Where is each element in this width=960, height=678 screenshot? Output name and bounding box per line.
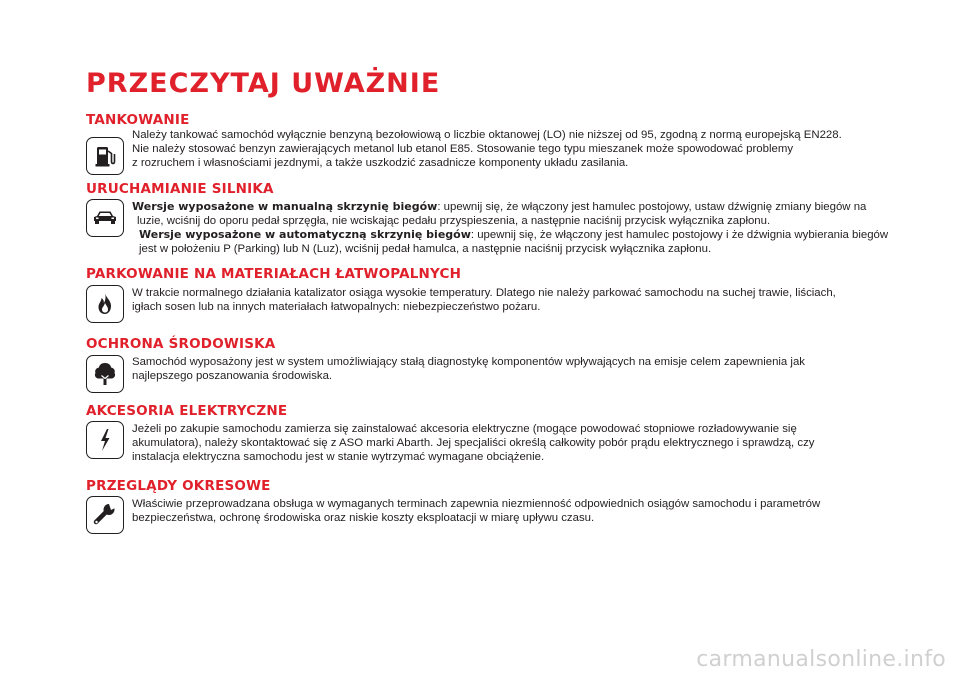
section-text-periodic-maintenance [132,497,892,525]
text-line: Właściwie przeprowadzana obsługa w wymaganych terminach zapewnia niezmienność odpowiednich osiągów samochodu i parametrów [132,498,821,510]
section-refueling [86,112,886,169]
page-title: PRZECZYTAJ UWAŻNIE [86,68,441,99]
section-parking-flammable [86,266,886,313]
text-line: z rozruchem i własnościami jezdnymi, a także uszkodzić zasadnicze komponenty układu zasilania. [132,157,629,169]
auto-gearbox-line [132,228,892,242]
section-text-parking-flammable [132,286,892,314]
text-line: najlepszego poszanowania środowiska. [132,370,333,382]
text-line: luzie, wciśnij do oporu pedał sprzęgła, nie wciskając pedału przyspieszenia, a następnie naciśnij przycisk wyłącznika zapłonu. [137,215,771,227]
text-line: akumulatora), należy skontaktować się z ASO marki Abarth. Jej specjaliści określą całkowity pobór prądu elektrycznego i sprawdzą, czy [132,437,815,449]
car-icon [86,199,124,237]
manual-gearbox-text: : upewnij się, że włączony jest hamulec postojowy, ustaw dźwignię zmiany biegów na [437,201,867,213]
lightning-icon [86,421,124,459]
auto-gearbox-label: Wersje wyposażone w automatyczną skrzynię biegów [139,228,471,241]
text-line: jest w położeniu P (Parking) lub N (Luz), wciśnij pedał hamulca, a następnie naciśnij przycisk wyłącznika zapłonu. [139,243,712,255]
text-line: Samochód wyposażony jest w system umożliwiający stałą diagnostykę komponentów wpływających na emisje celem zapewnienia jak [132,356,805,368]
text-line: instalacja elektryczna samochodu jest w stanie wytrzymać wymagane obciążenie. [132,451,545,463]
section-title-parking-flammable: PARKOWANIE NA MATERIAŁACH ŁATWOPALNYCH [86,266,462,282]
section-title-environment: OCHRONA ŚRODOWISKA [86,336,276,352]
text-line: Należy tankować samochód wyłącznie benzyną bezołowiową o liczbie oktanowej (LO) nie niższej od 95, zgodną z normą europejską EN228. [132,129,842,141]
section-text-refueling [132,128,892,170]
text-line: igłach sosen lub na innych materiałach łatwopalnych: niebezpieczeństwo pożaru. [132,301,541,313]
auto-gearbox-text: : upewnij się, że włączony jest hamulec postojowy i że dźwignia wybierania biegów [470,229,889,241]
text-line: Nie należy stosować benzyn zawierających metanol lub etanol E85. Stosowanie tego typu mieszanek może spowodować problemy [132,143,794,155]
tree-icon [86,355,124,393]
text-line: bezpieczeństwa, ochronę środowiska oraz niskie koszty eksploatacji w miarę upływu czasu. [132,512,595,524]
text-line: W trakcie normalnego działania katalizator osiąga wysokie temperatury. Dlatego nie należy parkować samochodu na suchej trawie, liściach, [132,287,836,299]
manual-gearbox-line [132,200,892,214]
fuel-pump-icon [86,137,124,175]
wrench-icon [86,496,124,534]
section-text-engine-start [132,200,892,256]
fire-icon [86,285,124,323]
section-title-engine-start: URUCHAMIANIE SILNIKA [86,181,274,197]
section-title-electrical-accessories: AKCESORIA ELEKTRYCZNE [86,403,288,419]
watermark: carmanualsonline.info [696,647,946,672]
section-environment [86,336,886,382]
section-title-periodic-maintenance: PRZEGLĄDY OKRESOWE [86,478,271,494]
section-electrical-accessories [86,403,886,463]
section-text-environment [132,355,892,383]
text-line: Jeżeli po zakupie samochodu zamierza się zainstalować akcesoria elektryczne (mogące powodować stopniowe rozładowywanie się [132,423,797,435]
section-text-electrical-accessories [132,422,892,464]
section-engine-start [86,181,889,255]
section-periodic-maintenance [86,478,886,524]
section-title-refueling: TANKOWANIE [86,112,190,128]
manual-gearbox-label: Wersje wyposażone w manualną skrzynię biegów [132,200,438,213]
